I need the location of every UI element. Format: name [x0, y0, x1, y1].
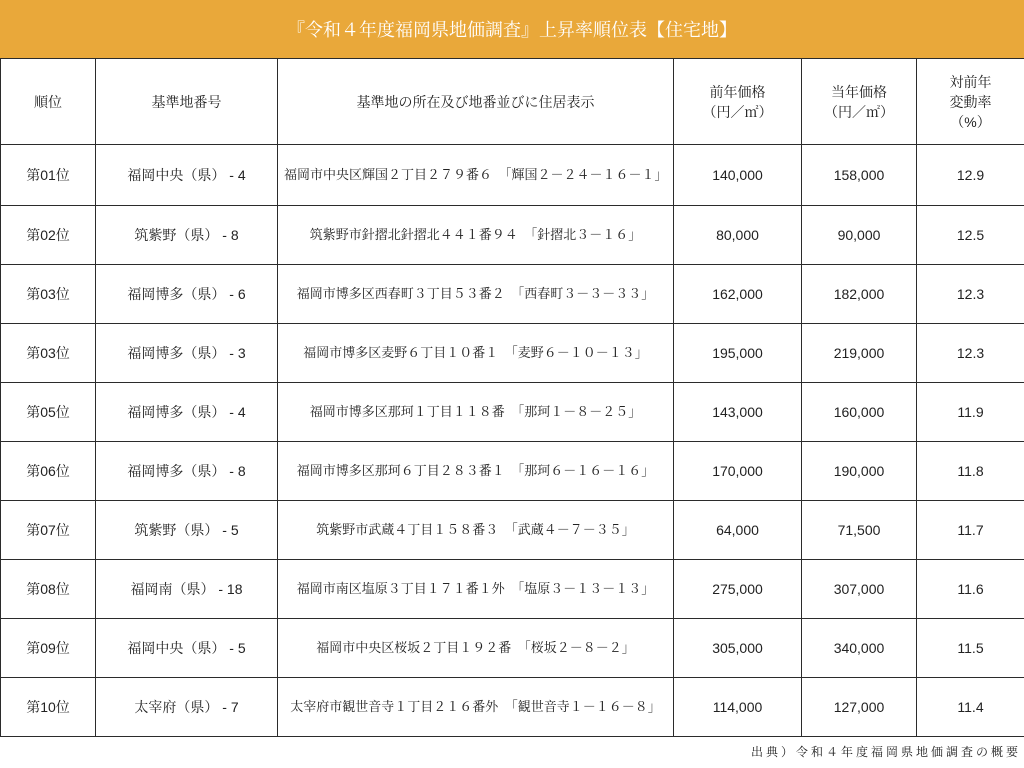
current-price-cell: 190,000: [802, 442, 917, 501]
table-row: [1, 501, 1024, 560]
table-row: [1, 560, 1024, 619]
rank-cell: 第03位: [1, 265, 96, 324]
table-body: [1, 145, 1024, 737]
base-point-number-cell: 福岡南（県） - 18: [96, 560, 278, 619]
source-note: [0, 737, 1024, 767]
rank-cell: 第01位: [1, 145, 96, 206]
base-point-number-cell: 福岡博多（県） - 6: [96, 265, 278, 324]
previous-price-cell: 64,000: [674, 501, 802, 560]
current-price-cell: 160,000: [802, 383, 917, 442]
header-address-label: 基準地の所在及び地番並びに住居表示: [356, 93, 595, 110]
header-previous-price: [674, 59, 802, 145]
table-row: [1, 265, 1024, 324]
ranking-table: [0, 58, 1024, 737]
table-row: [1, 619, 1024, 678]
header-base-point-number: [96, 59, 278, 145]
change-rate-cell: 12.3: [917, 265, 1024, 324]
address-cell: 福岡市博多区西春町３丁目５３番２ 「西春町３－３－３３」: [278, 265, 674, 324]
previous-price-cell: 195,000: [674, 324, 802, 383]
change-rate-cell: 12.9: [917, 145, 1024, 206]
address-cell: 太宰府市観世音寺１丁目２１６番外 「観世音寺１－１６－８」: [278, 678, 674, 737]
change-rate-cell: 11.5: [917, 619, 1024, 678]
current-price-cell: 182,000: [802, 265, 917, 324]
header-change-rate-label-1: 対前年: [949, 73, 992, 90]
header-current-price-label: 当年価格: [831, 83, 887, 100]
change-rate-cell: 11.7: [917, 501, 1024, 560]
current-price-cell: 219,000: [802, 324, 917, 383]
previous-price-cell: 275,000: [674, 560, 802, 619]
change-rate-cell: 11.4: [917, 678, 1024, 737]
base-point-number-cell: 福岡中央（県） - 5: [96, 619, 278, 678]
base-point-number-cell: 太宰府（県） - 7: [96, 678, 278, 737]
title-banner: [0, 0, 1024, 58]
header-change-rate-unit: （%）: [950, 113, 991, 130]
rank-cell: 第05位: [1, 383, 96, 442]
previous-price-cell: 143,000: [674, 383, 802, 442]
current-price-cell: 307,000: [802, 560, 917, 619]
table-row: [1, 383, 1024, 442]
address-cell: 筑紫野市針摺北針摺北４４１番９４ 「針摺北３－１６」: [278, 206, 674, 265]
rank-cell: 第06位: [1, 442, 96, 501]
previous-price-cell: 114,000: [674, 678, 802, 737]
previous-price-cell: 140,000: [674, 145, 802, 206]
header-previous-price-unit: （円／㎡）: [702, 103, 773, 120]
previous-price-cell: 305,000: [674, 619, 802, 678]
base-point-number-cell: 筑紫野（県） - 8: [96, 206, 278, 265]
current-price-cell: 71,500: [802, 501, 917, 560]
table-header: [1, 59, 1024, 145]
current-price-cell: 158,000: [802, 145, 917, 206]
address-cell: 福岡市南区塩原３丁目１７１番１外 「塩原３－１３－１３」: [278, 560, 674, 619]
header-base-point-number-label: 基準地番号: [151, 93, 222, 110]
previous-price-cell: 170,000: [674, 442, 802, 501]
rank-cell: 第10位: [1, 678, 96, 737]
header-current-price: [802, 59, 917, 145]
base-point-number-cell: 筑紫野（県） - 5: [96, 501, 278, 560]
change-rate-cell: 11.6: [917, 560, 1024, 619]
table-row: [1, 442, 1024, 501]
current-price-cell: 90,000: [802, 206, 917, 265]
address-cell: 福岡市中央区輝国２丁目２７９番６ 「輝国２－２４－１６－１」: [278, 145, 674, 206]
address-cell: 福岡市中央区桜坂２丁目１９２番 「桜坂２－８－２」: [278, 619, 674, 678]
base-point-number-cell: 福岡中央（県） - 4: [96, 145, 278, 206]
header-address: [278, 59, 674, 145]
table-row: [1, 324, 1024, 383]
base-point-number-cell: 福岡博多（県） - 4: [96, 383, 278, 442]
table-row: [1, 678, 1024, 737]
base-point-number-cell: 福岡博多（県） - 8: [96, 442, 278, 501]
header-row: [1, 59, 1024, 145]
header-current-price-unit: （円／㎡）: [824, 103, 894, 120]
current-price-cell: 340,000: [802, 619, 917, 678]
rank-cell: 第09位: [1, 619, 96, 678]
rank-cell: 第07位: [1, 501, 96, 560]
table-row: [1, 206, 1024, 265]
header-change-rate-label-2: 変動率: [949, 93, 992, 110]
change-rate-cell: 11.8: [917, 442, 1024, 501]
address-cell: 筑紫野市武蔵４丁目１５８番３ 「武蔵４－７－３５」: [278, 501, 674, 560]
rank-cell: 第08位: [1, 560, 96, 619]
address-cell: 福岡市博多区那珂１丁目１１８番 「那珂１－８－２５」: [278, 383, 674, 442]
header-change-rate: [917, 59, 1024, 145]
source-note-text: 出典）令和４年度福岡県地価調査の概要: [750, 745, 1021, 759]
rank-cell: 第02位: [1, 206, 96, 265]
rank-cell: 第03位: [1, 324, 96, 383]
address-cell: 福岡市博多区麦野６丁目１０番１ 「麦野６－１０－１３」: [278, 324, 674, 383]
current-price-cell: 127,000: [802, 678, 917, 737]
previous-price-cell: 80,000: [674, 206, 802, 265]
page-title: 『令和４年度福岡県地価調査』上昇率順位表【住宅地】: [287, 20, 737, 40]
base-point-number-cell: 福岡博多（県） - 3: [96, 324, 278, 383]
table-row: [1, 145, 1024, 206]
header-rank: [1, 59, 96, 145]
header-rank-label: 順位: [34, 93, 62, 110]
address-cell: 福岡市博多区那珂６丁目２８３番１ 「那珂６－１６－１６」: [278, 442, 674, 501]
previous-price-cell: 162,000: [674, 265, 802, 324]
change-rate-cell: 12.5: [917, 206, 1024, 265]
header-previous-price-label: 前年価格: [709, 83, 766, 100]
change-rate-cell: 11.9: [917, 383, 1024, 442]
change-rate-cell: 12.3: [917, 324, 1024, 383]
